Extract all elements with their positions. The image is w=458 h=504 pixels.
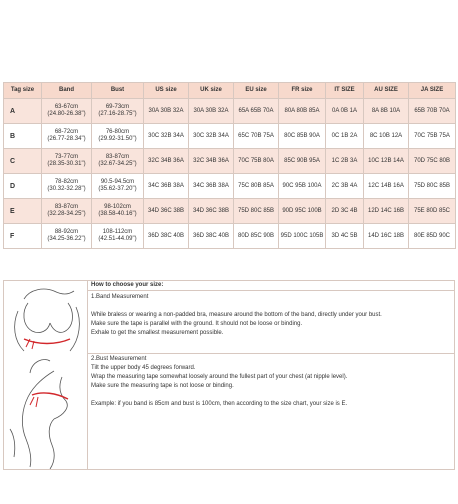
band-cell [42, 124, 92, 149]
band-cm: 78-82cm [54, 179, 79, 185]
bust-instruction-1: Tilt the upper body 45 degrees forward. [91, 365, 196, 371]
uk-cell: 30A 30B 32A [189, 99, 234, 124]
bust-in: (27.16-28.75") [98, 111, 137, 117]
au-cell: 12C 14B 16A [364, 174, 409, 199]
bust-measurement-section [91, 355, 451, 409]
ja-cell: 70C 75B 75A [409, 124, 456, 149]
band-in: (24.80-26.38") [47, 111, 86, 117]
ja-cell: 75E 80D 85C [409, 199, 456, 224]
band-in: (34.25-36.22") [47, 236, 86, 242]
measurement-instructions [88, 281, 454, 469]
us-cell: 30A 30B 32A [144, 99, 189, 124]
us-cell: 32C 34B 36A [144, 149, 189, 174]
fr-cell: 90C 95B 100A [279, 174, 326, 199]
bust-in: (35.62-37.20") [98, 186, 137, 192]
eu-cell: 80D 85C 90B [234, 224, 279, 249]
ja-cell: 80E 85D 90C [409, 224, 456, 249]
us-cell: 34D 36C 38B [144, 199, 189, 224]
col-header-bust: Bust [92, 83, 144, 99]
table-row [4, 149, 456, 174]
bust-cm: 76-80cm [105, 129, 130, 135]
bust-cm: 90.5-94.5cm [100, 179, 135, 185]
how-to-measure-panel [3, 280, 455, 470]
us-cell: 36D 38C 40B [144, 224, 189, 249]
tag-cell: D [4, 174, 42, 199]
band-in: (32.28-34.25") [47, 211, 86, 217]
us-cell: 34C 36B 38A [144, 174, 189, 199]
tag-cell: F [4, 224, 42, 249]
band-in: (26.77-28.34") [47, 136, 86, 142]
band-cell [42, 99, 92, 124]
tag-cell: A [4, 99, 42, 124]
band-cell [42, 149, 92, 174]
fr-cell: 90D 95C 100B [279, 199, 326, 224]
band-instruction-1: While braless or wearing a non-padded bra, measure around the bottom of the band, directly under your bust. [91, 312, 382, 318]
uk-cell: 34C 36B 38A [189, 174, 234, 199]
it-cell: 2D 3C 4B [326, 199, 364, 224]
band-cell [42, 174, 92, 199]
howto-title: How to choose your size: [88, 281, 454, 291]
uk-cell: 34D 36C 38B [189, 199, 234, 224]
band-cm: 88-92cm [54, 229, 79, 235]
band-in: (30.32-32.28") [47, 186, 86, 192]
band-in: (28.35-30.31") [47, 161, 86, 167]
col-header-band: Band [42, 83, 92, 99]
size-example: Example: if you band is 85cm and bust is 100cm, then according to the size chart, your size is E. [91, 401, 348, 407]
tag-cell: B [4, 124, 42, 149]
table-row [4, 199, 456, 224]
col-header-au: AU SIZE [364, 83, 409, 99]
fr-cell: 85C 90B 95A [279, 149, 326, 174]
ja-cell: 70D 75C 80B [409, 149, 456, 174]
eu-cell: 65C 70B 75A [234, 124, 279, 149]
au-cell: 10C 12B 14A [364, 149, 409, 174]
band-instruction-3: Exhale to get the smallest measurement possible. [91, 330, 224, 336]
bust-in: (32.67-34.25") [98, 161, 137, 167]
size-chart-table [3, 82, 456, 249]
size-chart-sheet [0, 82, 458, 472]
header-row [4, 83, 456, 99]
bust-cm: 108-112cm [102, 229, 133, 235]
bust-cell [92, 199, 144, 224]
bust-cm: 83-87cm [105, 154, 130, 160]
uk-cell: 32C 34B 36A [189, 149, 234, 174]
bust-in: (38.58-40.16") [98, 211, 137, 217]
col-header-uk: UK size [189, 83, 234, 99]
it-cell: 0A 0B 1A [326, 99, 364, 124]
uk-cell: 36D 38C 40B [189, 224, 234, 249]
col-header-tag: Tag size [4, 83, 42, 99]
col-header-it: IT SIZE [326, 83, 364, 99]
bust-cell [92, 124, 144, 149]
bust-in: (42.51-44.09") [98, 236, 137, 242]
bust-instruction-2: Wrap the measuring tape somewhat loosely around the fullest part of your chest (at nipple level). [91, 374, 348, 380]
eu-cell: 70C 75B 80A [234, 149, 279, 174]
bust-cm: 69-73cm [105, 104, 130, 110]
fr-cell: 80C 85B 90A [279, 124, 326, 149]
it-cell: 2C 3B 4A [326, 174, 364, 199]
col-header-us: US size [144, 83, 189, 99]
it-cell: 0C 1B 2A [326, 124, 364, 149]
it-cell: 1C 2B 3A [326, 149, 364, 174]
uk-cell: 30C 32B 34A [189, 124, 234, 149]
section-divider [88, 353, 454, 354]
bust-in: (29.92-31.50") [98, 136, 137, 142]
band-measurement-section [91, 293, 451, 338]
eu-cell: 65A 65B 70A [234, 99, 279, 124]
bust-section-title: 2.Bust Measurement [91, 356, 147, 362]
band-cm: 83-87cm [54, 204, 79, 210]
tag-cell: C [4, 149, 42, 174]
band-cm: 63-67cm [54, 104, 79, 110]
bust-cell [92, 224, 144, 249]
col-header-ja: JA SIZE [409, 83, 456, 99]
bust-cell [92, 99, 144, 124]
au-cell: 8A 8B 10A [364, 99, 409, 124]
band-cell [42, 199, 92, 224]
fr-cell: 95D 100C 105B [279, 224, 326, 249]
au-cell: 12D 14C 16B [364, 199, 409, 224]
eu-cell: 75D 80C 85B [234, 199, 279, 224]
bust-cell [92, 174, 144, 199]
table-row [4, 224, 456, 249]
table-row [4, 124, 456, 149]
us-cell: 30C 32B 34A [144, 124, 189, 149]
band-cm: 73-77cm [54, 154, 79, 160]
bust-measure-figure [4, 365, 87, 469]
table-row [4, 174, 456, 199]
au-cell: 8C 10B 12A [364, 124, 409, 149]
bust-instruction-3: Make sure the measuring tape is not loose or binding. [91, 383, 234, 389]
measurement-illustrations [4, 281, 88, 469]
ja-cell: 75D 80C 85B [409, 174, 456, 199]
band-instruction-2: Make sure the tape is parallel with the ground. It should not be loose or binding. [91, 321, 303, 327]
ja-cell: 65B 70B 70A [409, 99, 456, 124]
col-header-fr: FR size [279, 83, 326, 99]
col-header-eu: EU size [234, 83, 279, 99]
au-cell: 14D 16C 18B [364, 224, 409, 249]
bust-cell [92, 149, 144, 174]
eu-cell: 75C 80B 85A [234, 174, 279, 199]
bust-cm: 98-102cm [104, 204, 131, 210]
table-row [4, 99, 456, 124]
it-cell: 3D 4C 5B [326, 224, 364, 249]
tag-cell: E [4, 199, 42, 224]
band-section-title: 1.Band Measurement [91, 294, 149, 300]
band-cm: 68-72cm [54, 129, 79, 135]
band-cell [42, 224, 92, 249]
fr-cell: 80A 80B 85A [279, 99, 326, 124]
